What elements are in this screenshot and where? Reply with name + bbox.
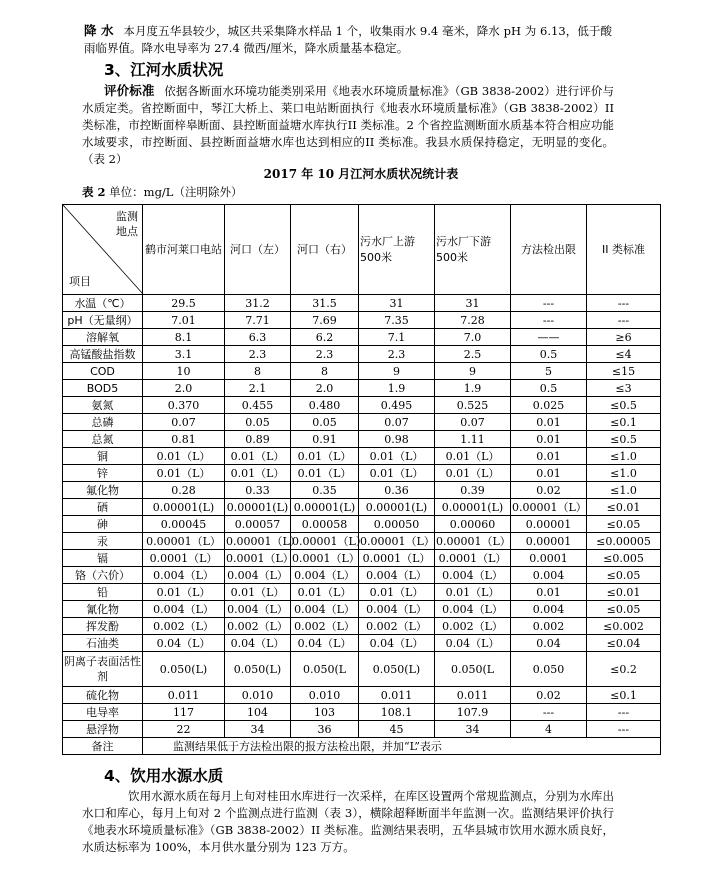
table-cell: 0.002（L） [225, 618, 291, 635]
row-item-name: 氰化物 [63, 601, 143, 618]
table-row [63, 516, 661, 533]
table-cell: 36 [291, 721, 359, 738]
table-cell: 0.004（L） [143, 567, 225, 584]
table-cell: 0.01（L） [435, 465, 511, 482]
table-cell: 108.1 [359, 704, 435, 721]
table-cell: 0.01（L） [225, 584, 291, 601]
table-cell: 0.025 [511, 397, 587, 414]
corner-label-location: 地点 [116, 225, 138, 238]
table-cell: --- [511, 295, 587, 312]
table-cell: 0.07 [143, 414, 225, 431]
eval-standard-label: 评价标准 [104, 83, 155, 98]
table-cell: 0.39 [435, 482, 511, 499]
table-cell: 8 [291, 363, 359, 380]
table-cell: 7.0 [435, 329, 511, 346]
row-item-name: 阴离子表面活性剂 [63, 652, 143, 687]
table-row [63, 329, 661, 346]
table-cell: 0.004（L） [359, 601, 435, 618]
row-item-name: 氟化物 [63, 482, 143, 499]
table-cell: 31 [435, 295, 511, 312]
table-cell: 0.01（L） [359, 584, 435, 601]
table-cell: --- [587, 312, 661, 329]
table-cell: ≤0.05 [587, 516, 661, 533]
table-cell: 0.00057 [225, 516, 291, 533]
table-cell: 0.050 [511, 652, 587, 687]
table-cell: 0.5 [511, 346, 587, 363]
table-row [63, 397, 661, 414]
table-row [63, 499, 661, 516]
table-cell: 0.01（L） [225, 465, 291, 482]
table-cell: ≤15 [587, 363, 661, 380]
table-cell: 9 [359, 363, 435, 380]
table-row [63, 431, 661, 448]
table-cell: 31.5 [291, 295, 359, 312]
table-caption-unit: 单位：mg/L（注明除外） [105, 185, 243, 199]
table-row [63, 295, 661, 312]
table-cell: 6.3 [225, 329, 291, 346]
section-4-paragraph [82, 788, 614, 856]
table-cell: 34 [225, 721, 291, 738]
table-cell: 0.01（L） [435, 448, 511, 465]
table-cell: ≤0.04 [587, 635, 661, 652]
table-cell: --- [511, 704, 587, 721]
table-cell: 0.01（L） [359, 448, 435, 465]
table-cell: 7.1 [359, 329, 435, 346]
table-cell: 10 [143, 363, 225, 380]
table-row [63, 618, 661, 635]
table-row [63, 635, 661, 652]
table-cell: 0.002（L） [291, 618, 359, 635]
table-cell: 1.9 [435, 380, 511, 397]
table-cell: 0.07 [435, 414, 511, 431]
table-row [63, 312, 661, 329]
table-cell: 0.525 [435, 397, 511, 414]
section-4-heading: 4、饮用水源水质 [104, 767, 224, 785]
table-cell: 0.050(L [435, 652, 511, 687]
table-cell: 0.480 [291, 397, 359, 414]
table-cell: 0.04（L） [291, 635, 359, 652]
table-cell: 0.002（L） [359, 618, 435, 635]
table-cell: 0.07 [359, 414, 435, 431]
table-cell: ≤0.2 [587, 652, 661, 687]
table-cell: 22 [143, 721, 225, 738]
table-cell: 107.9 [435, 704, 511, 721]
table-cell: 0.01 [511, 465, 587, 482]
table-cell: 0.00001 [511, 516, 587, 533]
table-cell: 0.01 [511, 448, 587, 465]
table-cell: 0.00001(L) [143, 499, 225, 516]
table-cell: 0.36 [359, 482, 435, 499]
table-cell: 0.01（L） [143, 584, 225, 601]
table-cell: ≤0.5 [587, 397, 661, 414]
table-cell: 0.01 [511, 584, 587, 601]
table-cell: 0.04 [511, 635, 587, 652]
table-cell: --- [587, 704, 661, 721]
table-cell: 0.01（L） [225, 448, 291, 465]
table-cell: 0.00001(L) [225, 499, 291, 516]
table-cell: 0.28 [143, 482, 225, 499]
section-3-paragraph [82, 82, 614, 168]
rain-label: 降 水 [84, 23, 114, 38]
table-cell: 7.28 [435, 312, 511, 329]
row-item-name: 挥发酚 [63, 618, 143, 635]
table-cell: 0.00001（L） [436, 534, 511, 548]
table-row [63, 704, 661, 721]
table-row [63, 550, 661, 567]
table-cell: 7.35 [359, 312, 435, 329]
column-header: 污水厂下游500米 [435, 205, 511, 295]
table-cell: 0.91 [291, 431, 359, 448]
table-row [63, 567, 661, 584]
table-cell: 0.004（L） [143, 601, 225, 618]
table-row [63, 687, 661, 704]
table-cell: ≤0.05 [587, 567, 661, 584]
table-cell: ≤0.00005 [587, 533, 661, 550]
table-cell: 0.01 [511, 414, 587, 431]
rain-paragraph [84, 22, 612, 57]
table-cell: 0.002（L） [435, 618, 511, 635]
water-quality-table [62, 204, 661, 755]
table-cell: 104 [225, 704, 291, 721]
table-caption [82, 184, 242, 200]
table-cell: 0.00001（L） [512, 500, 587, 514]
table-row [63, 601, 661, 618]
table-cell: 2.0 [291, 380, 359, 397]
table-cell: ≤0.01 [587, 499, 661, 516]
table-header-row [63, 205, 661, 295]
row-item-name: 电导率 [63, 704, 143, 721]
table-cell: 0.00001(L) [359, 499, 435, 516]
table-cell: ≤1.0 [587, 448, 661, 465]
row-item-name: 镉 [63, 550, 143, 567]
table-cell: ≤0.002 [587, 618, 661, 635]
table-cell: 0.04（L） [143, 635, 225, 652]
row-item-name: 溶解氧 [63, 329, 143, 346]
table-cell: 4 [511, 721, 587, 738]
table-cell: 7.01 [143, 312, 225, 329]
table-cell: 1.9 [359, 380, 435, 397]
table-cell: 0.0001（L） [226, 551, 294, 565]
table-body [63, 205, 661, 755]
table-cell: 0.00001（L） [292, 534, 367, 548]
table-cell: 0.33 [225, 482, 291, 499]
row-item-name: COD [63, 363, 143, 380]
table-row [63, 533, 661, 550]
row-item-name: BOD5 [63, 380, 143, 397]
table-cell: 0.01 [511, 431, 587, 448]
table-cell: 0.0001 [511, 550, 587, 567]
table-cell: 0.05 [225, 414, 291, 431]
table-cell: 0.011 [435, 687, 511, 704]
table-cell: 31.2 [225, 295, 291, 312]
table-cell: 0.01（L） [291, 448, 359, 465]
row-item-name: 悬浮物 [63, 721, 143, 738]
table-cell: 0.004 [511, 567, 587, 584]
table-cell: 0.00001 [511, 533, 587, 550]
table-cell: 6.2 [291, 329, 359, 346]
table-cell: ≤1.0 [587, 482, 661, 499]
table-corner-cell [63, 205, 143, 295]
row-item-name: 总磷 [63, 414, 143, 431]
table-cell: 0.01（L） [143, 448, 225, 465]
table-cell: 0.050(L [291, 652, 359, 687]
table-cell: 0.00050 [359, 516, 435, 533]
table-row [63, 721, 661, 738]
table-cell: 2.3 [359, 346, 435, 363]
table-cell: 2.5 [435, 346, 511, 363]
table-cell: 0.81 [143, 431, 225, 448]
table-cell: 31 [359, 295, 435, 312]
table-cell: 0.04（L） [359, 635, 435, 652]
section-3-text: 依据各断面水环境功能类别采用《地表水环境质量标准》（GB 3838-2002）进行评价与水质定类。省控断面中，琴江大桥上、莱口电站断面执行《地表水环境质量标准》（GB 3838-2002）II 类标准，市控断面梓皋断面、县控断面益塘水库执行II 类标准。2 个省控监测断面水质基本符合相应功能水域要求，市控断面、县控断面益塘水库也达到相应的II 类标准。我县水质保持稳定，无明显的变化。（表 2） [82, 84, 614, 166]
table-cell: 0.00058 [291, 516, 359, 533]
table-cell: 0.04（L） [435, 635, 511, 652]
table-cell: 0.011 [143, 687, 225, 704]
row-item-name: 硒 [63, 499, 143, 516]
table-cell: ≤0.5 [587, 431, 661, 448]
table-cell: 9 [435, 363, 511, 380]
table-cell: 0.004（L） [291, 567, 359, 584]
table-cell: 0.0001（L） [359, 550, 435, 567]
table-cell: 0.00045 [143, 516, 225, 533]
table-cell: 0.004 [511, 601, 587, 618]
table-cell: 0.0001（L） [292, 551, 360, 565]
table-cell: 3.1 [143, 346, 225, 363]
column-header: 污水厂上游500米 [359, 205, 435, 295]
table-cell: ≤0.005 [587, 550, 661, 567]
table-row [63, 448, 661, 465]
table-row [63, 414, 661, 431]
table-row [63, 380, 661, 397]
table-cell: 0.370 [143, 397, 225, 414]
corner-label-monitor: 监测 [116, 210, 138, 223]
table-caption-number: 表 2 [82, 185, 106, 199]
table-cell: ≤0.05 [587, 601, 661, 618]
row-item-name: 铜 [63, 448, 143, 465]
table-cell: ≤1.0 [587, 465, 661, 482]
table-cell: 0.002 [511, 618, 587, 635]
column-header: 方法检出限 [511, 205, 587, 295]
table-cell: 0.98 [359, 431, 435, 448]
table-cell: 0.02 [511, 687, 587, 704]
table-cell: 0.00001(L) [291, 499, 359, 516]
table-title: 2017 年 10 月江河水质状况统计表 [263, 167, 459, 181]
table-cell: 0.011 [359, 687, 435, 704]
table-cell: --- [587, 721, 661, 738]
row-item-name: 总氮 [63, 431, 143, 448]
table-cell: --- [511, 312, 587, 329]
column-header: 河口（左） [225, 205, 291, 295]
table-cell: 0.050(L) [225, 652, 291, 687]
row-item-name: 硫化物 [63, 687, 143, 704]
table-cell: 7.71 [225, 312, 291, 329]
table-cell: 0.010 [291, 687, 359, 704]
table-cell: 8 [225, 363, 291, 380]
row-item-name: 铅 [63, 584, 143, 601]
table-cell: 0.00001(L) [435, 499, 511, 516]
table-cell: 2.3 [291, 346, 359, 363]
table-cell: 0.02 [511, 482, 587, 499]
table-cell: 0.050(L) [143, 652, 225, 687]
row-item-name: 石油类 [63, 635, 143, 652]
table-cell: 0.0001（L） [143, 550, 225, 567]
row-item-name: 砷 [63, 516, 143, 533]
table-cell: 117 [143, 704, 225, 721]
table-row [63, 465, 661, 482]
table-cell: 2.1 [225, 380, 291, 397]
row-item-name: 高锰酸盐指数 [63, 346, 143, 363]
table-cell: 0.010 [225, 687, 291, 704]
table-cell: 0.01（L） [359, 465, 435, 482]
corner-location-label [116, 209, 138, 239]
table-cell: 0.00001（L） [143, 533, 225, 550]
table-cell: 0.01（L） [143, 465, 225, 482]
table-cell: 0.01（L） [291, 584, 359, 601]
table-cell: 45 [359, 721, 435, 738]
row-item-name: 铬（六价） [63, 567, 143, 584]
table-cell: 8.1 [143, 329, 225, 346]
table-cell: 0.01（L） [291, 465, 359, 482]
note-label: 备注 [63, 738, 143, 755]
table-cell: 0.01（L） [435, 584, 511, 601]
table-cell: ≤0.01 [587, 584, 661, 601]
table-cell: 0.455 [225, 397, 291, 414]
table-cell: 5 [511, 363, 587, 380]
table-cell: 1.11 [435, 431, 511, 448]
corner-item-label: 项目 [69, 275, 91, 288]
table-cell: 0.004（L） [435, 601, 511, 618]
row-item-name: 锌 [63, 465, 143, 482]
section-3-heading: 3、江河水质状况 [104, 61, 224, 79]
column-header: II 类标准 [587, 205, 661, 295]
table-cell: ≤0.1 [587, 414, 661, 431]
table-cell: 7.69 [291, 312, 359, 329]
table-row [63, 482, 661, 499]
table-cell: ≥6 [587, 329, 661, 346]
table-cell: 2.0 [143, 380, 225, 397]
table-cell: 0.00001（L） [360, 534, 435, 548]
row-item-name: 汞 [63, 533, 143, 550]
table-cell: 0.495 [359, 397, 435, 414]
table-cell: 0.05 [291, 414, 359, 431]
row-item-name: pH（无量纲） [63, 312, 143, 329]
table-row [63, 346, 661, 363]
table-cell: —— [511, 329, 587, 346]
table-cell: 0.004（L） [225, 567, 291, 584]
table-cell: 0.89 [225, 431, 291, 448]
table-row [63, 584, 661, 601]
table-cell: ≤0.1 [587, 687, 661, 704]
table-cell: 0.04（L） [225, 635, 291, 652]
table-note-row [63, 738, 661, 755]
table-cell: 103 [291, 704, 359, 721]
table-cell: --- [587, 295, 661, 312]
table-cell: 0.00001（L） [226, 534, 301, 548]
table-row [63, 363, 661, 380]
section-4-text: 饮用水源水质在每月上旬对桂田水库进行一次采样，在库区设置两个常规监测点，分别为水库出水口和库心，每月上旬对 2 个监测点进行监测（表 3），横除超释断面半年监测一次。监测结果评价执行《地表水环境质量标准》（GB 3838-2002）II 类标准。监测结果表明，五华县城市饮用水源水质良好，水质达标率为 100%，本月供水量分别为 123 万方。 [82, 789, 614, 854]
table-cell: 2.3 [225, 346, 291, 363]
table-row [63, 652, 661, 687]
table-cell: 0.004（L） [225, 601, 291, 618]
table-cell: 34 [435, 721, 511, 738]
table-cell: 0.00060 [435, 516, 511, 533]
table-cell: 29.5 [143, 295, 225, 312]
table-cell: 0.0001（L） [435, 550, 511, 567]
table-cell: 0.050(L) [359, 652, 435, 687]
table-cell: 0.004（L） [435, 567, 511, 584]
row-item-name: 水温（℃） [63, 295, 143, 312]
rain-text: 本月度五华县较少，城区共采集降水样品 1 个，收集雨水 9.4 毫米，降水 pH 为 6.13，低于酸雨临界值。降水电导率为 27.4 微西/厘米，降水质量基本稳定。 [84, 24, 613, 55]
table-cell: 0.004（L） [291, 601, 359, 618]
note-text: 监测结果低于方法检出限的报方法检出限，并加“L”表示 [143, 738, 661, 755]
row-item-name: 氨氮 [63, 397, 143, 414]
column-header: 鹤市河莱口电站 [143, 205, 225, 295]
table-cell: ≤3 [587, 380, 661, 397]
table-cell: ≤4 [587, 346, 661, 363]
table-cell: 0.35 [291, 482, 359, 499]
column-header: 河口（右） [291, 205, 359, 295]
table-cell: 0.002（L） [143, 618, 225, 635]
table-cell: 0.5 [511, 380, 587, 397]
table-cell: 0.004（L） [359, 567, 435, 584]
